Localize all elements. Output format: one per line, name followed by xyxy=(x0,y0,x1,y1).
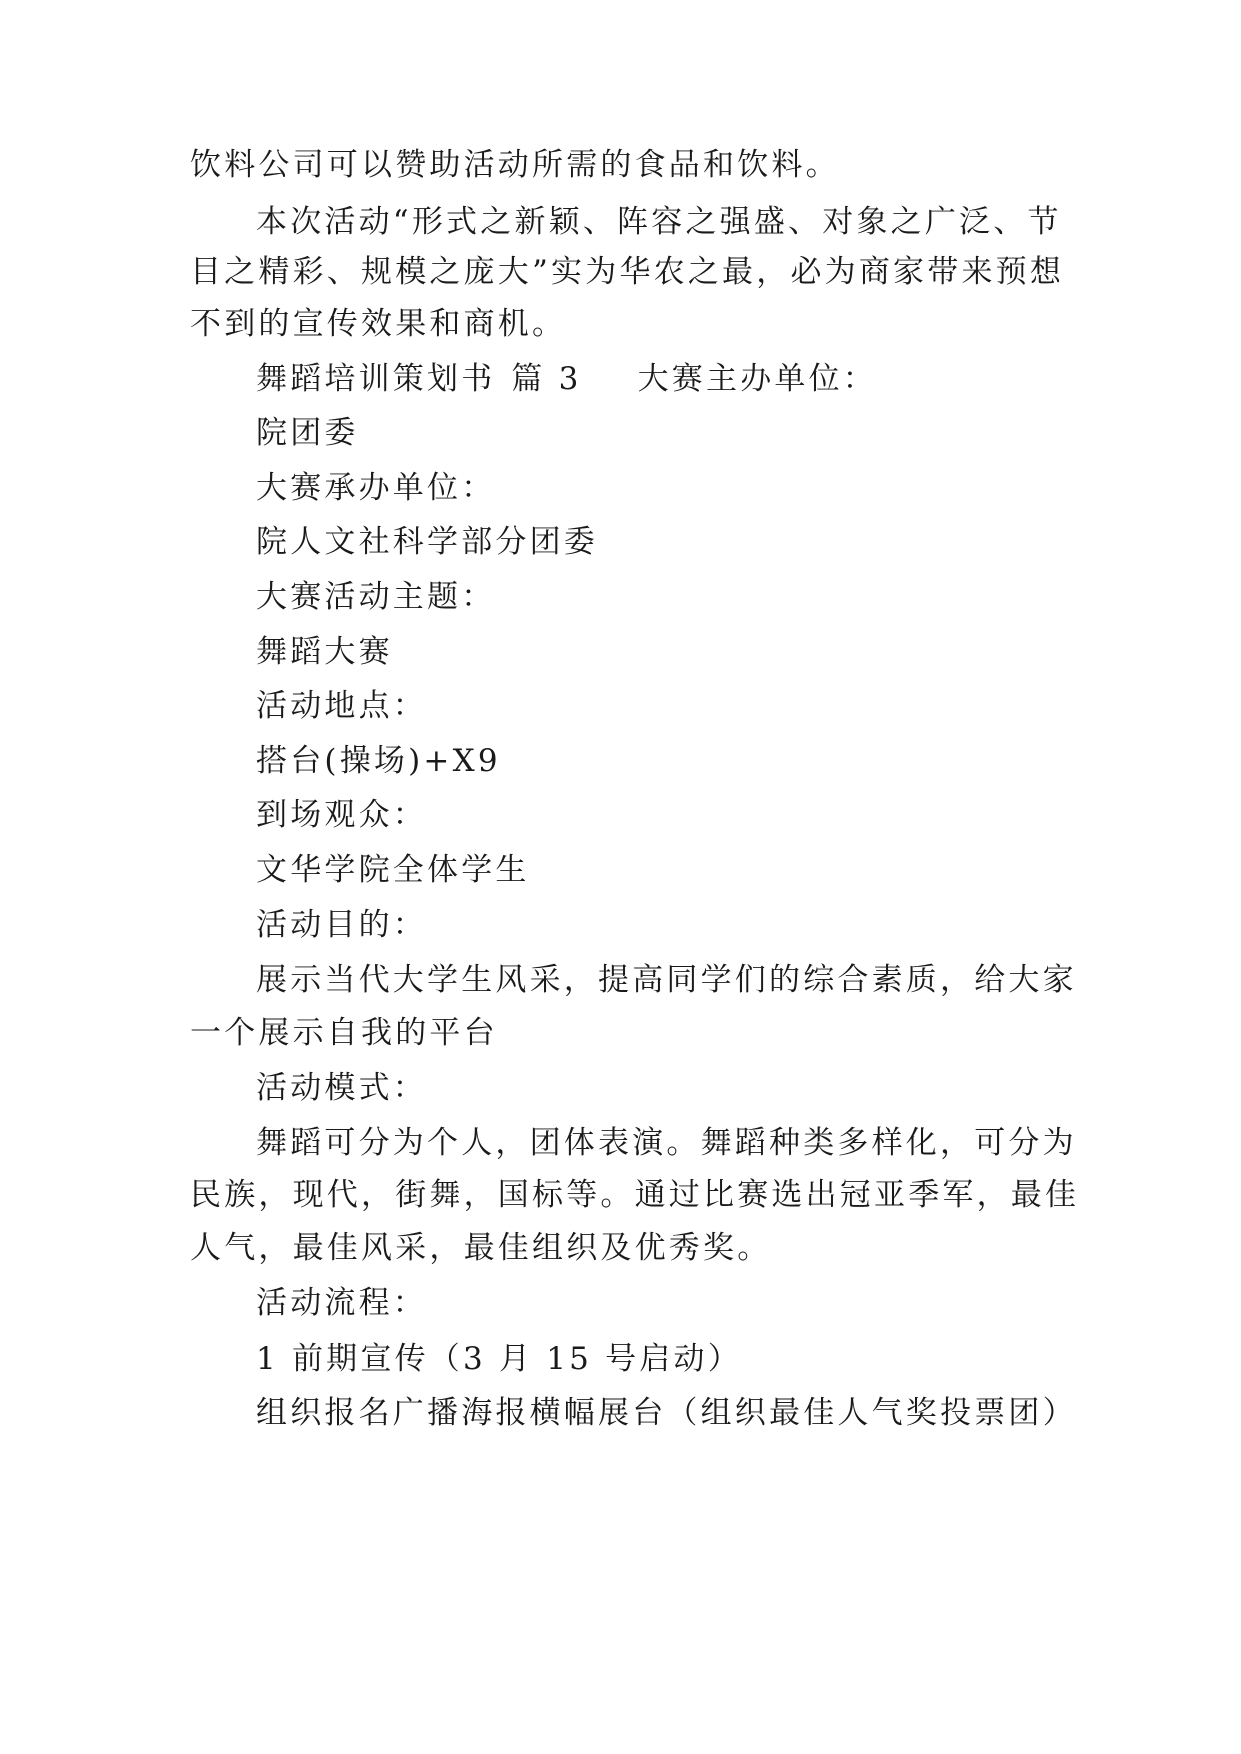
text-line: 目之精彩、规模之庞大”实为华农之最，必为商家带来预想 xyxy=(190,254,1065,290)
section-heading-line xyxy=(256,357,877,401)
text-line: 饮料公司可以赞助活动所需的食品和饮料。 xyxy=(190,147,840,183)
text-line: 院团委 xyxy=(256,415,359,451)
text-line: 人气，最佳风采，最佳组织及优秀奖。 xyxy=(190,1230,772,1266)
text-line: 民族，现代，街舞，国标等。通过比赛选出冠亚季军，最佳 xyxy=(190,1177,1080,1213)
text-line: 到场观众： xyxy=(256,797,427,833)
text-line: 1 前期宣传（3 月 15 号启动） xyxy=(256,1341,742,1377)
text-line: 舞蹈可分为个人，团体表演。舞蹈种类多样化，可分为 xyxy=(256,1125,1077,1161)
text-line: 活动目的： xyxy=(256,907,427,943)
section-number: 篇 3 xyxy=(511,361,582,397)
text-line: 组织报名广播海报横幅展台（组织最佳人气奖投票团） xyxy=(256,1395,1077,1431)
text-line: 文华学院全体学生 xyxy=(256,852,530,888)
text-line: 大赛主办单位： xyxy=(637,361,877,397)
text-line: 本次活动“形式之新颖、阵容之强盛、对象之广泛、节 xyxy=(256,204,1062,240)
text-line: 大赛活动主题： xyxy=(256,579,496,615)
text-line: 大赛承办单位： xyxy=(256,470,496,506)
text-line: 不到的宣传效果和商机。 xyxy=(190,306,567,342)
section-title: 舞蹈培训策划书 xyxy=(256,361,496,397)
text-line: 展示当代大学生风采，提高同学们的综合素质，给大家 xyxy=(256,962,1077,998)
text-line: 活动地点： xyxy=(256,688,427,724)
text-line: 院人文社科学部分团委 xyxy=(256,524,598,560)
text-line: 活动流程： xyxy=(256,1285,427,1321)
text-line: 一个展示自我的平台 xyxy=(190,1015,498,1051)
text-line: 舞蹈大赛 xyxy=(256,634,393,670)
text-line: 搭台(操场)+X9 xyxy=(256,743,501,779)
text-line: 活动模式： xyxy=(256,1070,427,1106)
